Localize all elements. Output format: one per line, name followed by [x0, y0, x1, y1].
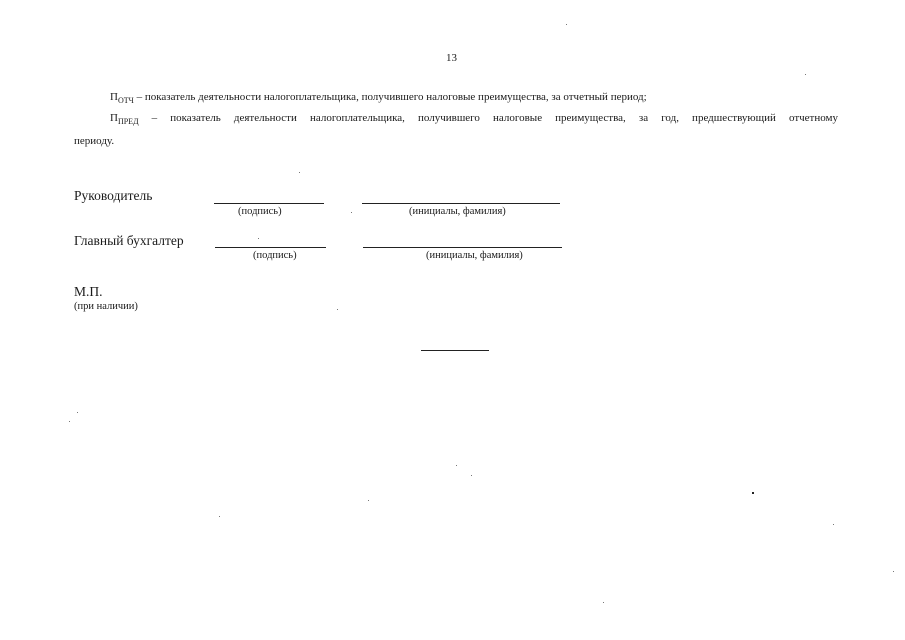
- definition-pred-text: – показатель деятельности налогоплательщика, получившего налоговые преимущества, за год, предшествующий отчетному: [138, 112, 838, 124]
- scan-speck: [299, 172, 300, 173]
- head-name-line: [362, 203, 560, 204]
- stamp-label: М.П.: [74, 284, 103, 299]
- scan-speck big: [752, 492, 754, 494]
- page-number: 13: [446, 52, 457, 64]
- scan-speck: [219, 516, 220, 517]
- accountant-role-label: Главный бухгалтер: [74, 233, 184, 248]
- definition-pred-continuation: периоду.: [74, 135, 115, 147]
- accountant-name-caption: (инициалы, фамилия): [426, 250, 523, 261]
- scan-speck: [351, 212, 352, 213]
- stamp-note: (при наличии): [74, 301, 138, 312]
- scan-speck: [893, 571, 894, 572]
- scan-speck: [566, 24, 567, 25]
- accountant-signature-line: [215, 247, 326, 248]
- head-name-caption: (инициалы, фамилия): [409, 206, 506, 217]
- scan-speck: [603, 602, 604, 603]
- accountant-name-line: [363, 247, 562, 248]
- definition-pred: [110, 111, 838, 129]
- scan-speck: [258, 238, 259, 239]
- head-role-label: Руководитель: [74, 188, 153, 203]
- scan-speck: [368, 500, 369, 501]
- head-signature-line: [214, 203, 324, 204]
- definition-otch: [110, 90, 647, 108]
- head-signature-caption: (подпись): [238, 206, 282, 217]
- accountant-signature-caption: (подпись): [253, 250, 297, 261]
- scan-speck: [69, 421, 70, 422]
- scan-speck: [805, 74, 806, 75]
- scan-speck: [337, 309, 338, 310]
- definition-pred-symbol: $П_{ПРЕД}$: [110, 112, 139, 126]
- scan-speck: [471, 475, 472, 476]
- scan-speck: [77, 412, 78, 413]
- definition-otch-text: – показатель деятельности налогоплательщика, получившего налоговые преимущества, за отчетный период;: [133, 91, 647, 103]
- scan-speck: [833, 524, 834, 525]
- scan-speck: [456, 465, 457, 466]
- end-rule: [421, 350, 489, 351]
- definition-otch-symbol: $П_{ОТЧ}$: [110, 91, 134, 105]
